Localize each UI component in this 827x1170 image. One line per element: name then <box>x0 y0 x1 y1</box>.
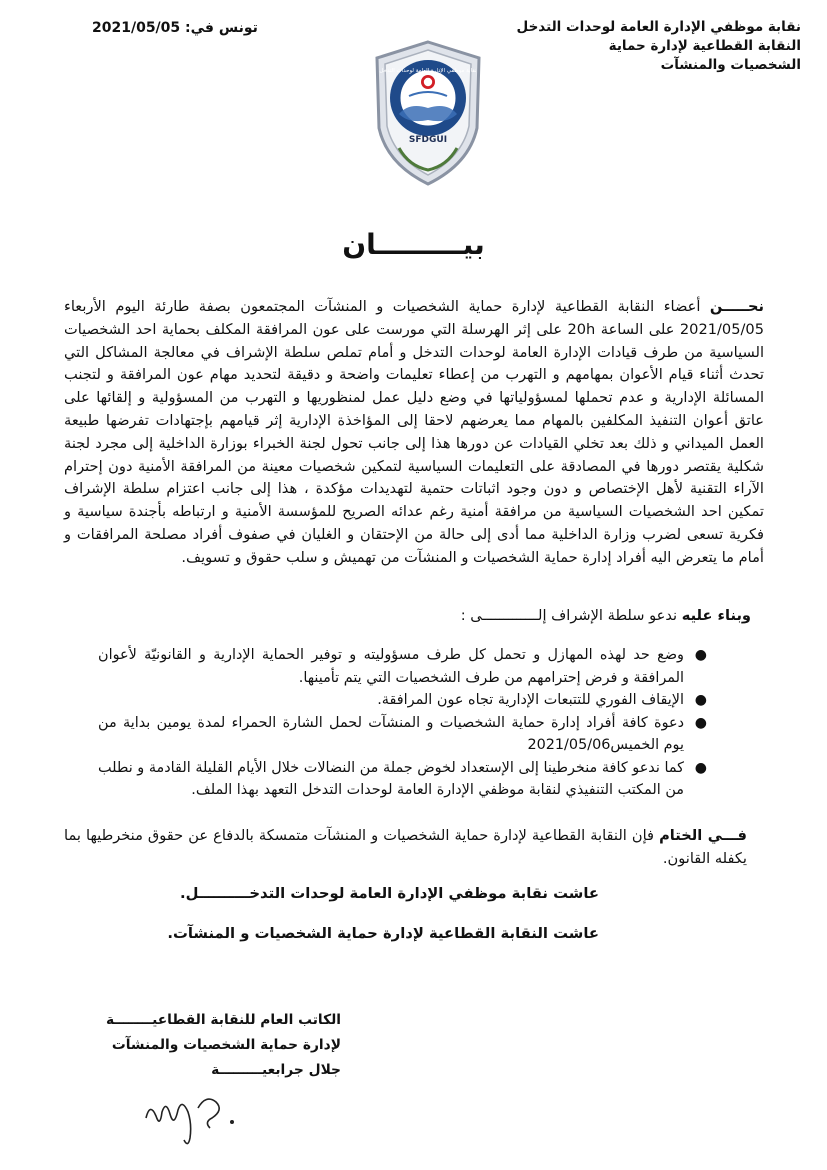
demand-text: وضع حد لهذه المهازل و تحمل كل طرف مسؤوليته و توفير الحماية الإدارية و القانونيّة لأعوان المرافقة و فرض إحترامهم من طرف الشخصيات التي يتم تأمينها. <box>98 647 684 686</box>
org-name-line2: النقابة القطاعية لإدارة حماية <box>608 38 801 54</box>
closing-paragraph <box>64 825 747 871</box>
list-item <box>98 644 764 689</box>
signatory-title: الكاتب العام للنقابة القطاعيــــــــة <box>105 1012 341 1028</box>
statement-lead: نحـــــن <box>709 298 764 315</box>
demands-list <box>98 644 764 802</box>
demand-text: دعوة كافة أفراد إدارة حماية الشخصيات و المنشآت لحمل الشارة الحمراء لمدة يومين بداية من يوم الخميس2021/05/06 <box>98 714 684 753</box>
statement-body <box>64 296 764 570</box>
demands-text: ندعو سلطة الإشراف إلـــــــــــــى : <box>460 607 682 624</box>
list-item <box>98 712 764 757</box>
signatory-department: لإدارة حماية الشخصيات والمنشآت <box>111 1037 341 1053</box>
org-name-line3: الشخصيات والمنشآت <box>660 57 801 73</box>
bullet-icon: ● <box>694 692 707 708</box>
place-date: تونس في: 2021/05/05 <box>92 20 258 36</box>
signatory-name: جلال جرابعيـــــــــة <box>211 1062 341 1078</box>
signatory-block <box>41 1008 341 1083</box>
demand-text: كما ندعو كافة منخرطينا إلى الإستعداد لخوض جملة من النضالات خلال الأيام القليلة القادمة و نطلب من المكتب التنفيذي لنقابة موظفي الإدارة العامة لوحدات التدخل التعهد بهذا الملف. <box>98 759 684 798</box>
org-name-line1: نقابة موظفي الإدارة العامة لوحدات التدخل <box>516 19 801 35</box>
slogan-line1: عاشت نقابة موظفي الإدارة العامة لوحدات التدخــــــــــل. <box>179 885 599 902</box>
closing-text: فإن النقابة القطاعية لإدارة حماية الشخصيات و المنشآت متمسكة بالدفاع عن حقوق منخرطيها بما يكفله القانون. <box>64 827 747 867</box>
demand-text: الإيقاف الفوري للتتبعات الإدارية تجاه عون المرافقة. <box>377 692 684 708</box>
handwritten-signature <box>140 1088 260 1150</box>
closing-lead: فـــي الختام <box>659 827 747 844</box>
bullet-icon: ● <box>694 759 707 776</box>
list-item <box>98 689 764 712</box>
logo-ring-text: نقابة موظفي الإدارة العامة لوحدات التدخل <box>379 68 477 74</box>
demands-intro <box>351 607 751 624</box>
list-item <box>98 757 764 802</box>
bullet-icon: ● <box>694 714 707 731</box>
organization-header <box>501 18 801 75</box>
slogan-line2: عاشت النقابة القطاعية لإدارة حماية الشخصيات و المنشآت. <box>167 925 599 942</box>
bullet-icon: ● <box>694 647 707 663</box>
statement-text: أعضاء النقابة القطاعية لإدارة حماية الشخصيات و المنشآت المجتمعون بصفة طارئة اليوم الأربعاء 2021/05/05 على الساعة 20h على إثر الهرسلة التي مورست على عون المرافقة المكلف بحماية احد الشخصيات السياسية من طرف قيادات الإدارة العامة لوحدات التدخل و أمام تملص سلطة الإشراف في معالجة المشاكل التي تحدث أثناء قيام الأعوان بمهامهم و التهرب من إعطاء تعليمات واضحة و دقيقة لتحديد مهام عون المرافقة و لتجنب المسائلة الإدارية و عدم تحملها لمسؤولياتها في وضع دليل عمل لمنظوريها و التهرب من المسؤولية و إلقائها على عاتق أعوان التنفيذ المكلفين بالمهام مما يعرضهم لاحقا إلى المؤاخذة الإدارية إثر قيامهم بإجتهادات تفرضها طبيعة العمل الميداني و ذلك بعد تخلي القيادات عن دورها هذا إلى جانب تحول لجنة الخبراء بوزارة الداخلية إلى مجرد لجنة شكلية يقتصر دورها في المصادقة على التعليمات السياسية لتمكين شخصيات معينة من المرافقة الأمنية دون إحترام الآراء التقنية لأهل الإختصاص و دون وجود اثباتات حتمية لتهديدات مؤكدة ، هذا إلى جانب اعتزام سلطة الإشراف تمكين احد الشخصيات السياسية من مرافقة أمنية رغم عدائه الصريح للمؤسسة الأمنية و ارتباطه بأجندة سياسية و فكرية تسعى لضرب وزارة الداخلية مما أدى إلى حالة من الإحتقان و الغليان في صفوف أفراد مصلحة المرافقات و أمام ما يتعرض اليه أفراد إدارة حماية الشخصيات و المنشآت من تهميش و سلب حقوق و تسويف. <box>64 298 764 566</box>
union-shield-logo <box>369 36 487 188</box>
statement-title: بيـــــــــان <box>342 228 485 261</box>
demands-lead: وبناء عليه <box>681 607 751 624</box>
logo-acronym: SFDGUI <box>408 135 448 145</box>
